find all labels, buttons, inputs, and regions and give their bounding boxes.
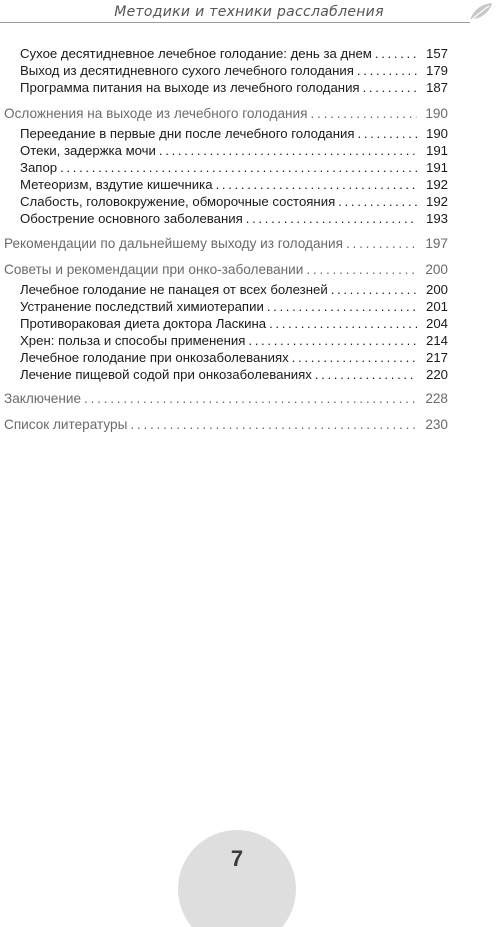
toc-entry-page: 193 — [425, 211, 448, 226]
toc-entry-page: 200 — [425, 282, 448, 297]
toc-leader-dots — [363, 80, 417, 95]
toc-entry-page: 191 — [425, 160, 448, 175]
toc-entry[interactable] — [20, 333, 448, 351]
toc-entry-title: Сухое десятидневное лечебное голодание: день за днем — [20, 46, 372, 61]
toc-section-entry[interactable] — [4, 262, 448, 280]
toc-leader-dots — [248, 333, 417, 348]
running-header — [0, 0, 498, 24]
leaf-icon — [468, 1, 494, 23]
toc-leader-dots — [292, 350, 417, 365]
toc-leader-dots — [358, 126, 417, 141]
toc-leader-dots — [375, 46, 417, 61]
toc-entry-title: Переедание в первые дни после лечебного голодания — [20, 126, 355, 141]
toc-entry-title: Выход из десятидневного сухого лечебного голодания — [20, 63, 354, 78]
toc-entry[interactable] — [20, 143, 448, 161]
toc-leader-dots — [310, 106, 417, 121]
toc-entry-title: Запор — [20, 160, 58, 175]
toc-leader-dots — [216, 177, 417, 192]
toc-leader-dots — [267, 299, 417, 314]
toc-leader-dots — [84, 391, 417, 406]
toc-entry-page: 217 — [425, 350, 448, 365]
toc-entry-page: 190 — [425, 126, 448, 141]
toc-leader-dots — [130, 417, 417, 432]
toc-entry-page: 214 — [425, 333, 448, 348]
toc-entry[interactable] — [20, 367, 448, 385]
toc-entry-title: Метеоризм, вздутие кишечника — [20, 177, 213, 192]
toc-section-title: Осложнения на выходе из лечебного голодания — [4, 106, 308, 121]
toc-entry-page: 192 — [425, 194, 448, 209]
toc-entry-title: Устранение последствий химиотерапии — [20, 299, 264, 314]
toc-entry-title: Противораковая диета доктора Ласкина — [20, 316, 267, 331]
toc-section-entry[interactable] — [4, 417, 448, 435]
toc-entry-page: 201 — [425, 299, 448, 314]
toc-entry-title: Лечебное голодание не панацея от всех болезней — [20, 282, 328, 297]
toc-leader-dots — [269, 316, 417, 331]
toc-entry[interactable] — [20, 177, 448, 195]
toc-entry-page: 220 — [425, 367, 448, 382]
toc-entry[interactable] — [20, 316, 448, 334]
toc-section-entry[interactable] — [4, 236, 448, 254]
toc-leader-dots — [331, 282, 417, 297]
toc-section-page: 228 — [425, 391, 448, 406]
toc-section-title: Советы и рекомендации при онко-заболевании — [4, 262, 304, 277]
toc-entry[interactable] — [20, 282, 448, 300]
toc-section-entry[interactable] — [4, 391, 448, 409]
toc-section-title: Список литературы — [4, 417, 128, 432]
toc-section-page: 190 — [425, 106, 448, 121]
page-number-badge — [178, 830, 296, 927]
toc-entry-page: 187 — [425, 80, 448, 95]
toc-entry-page: 157 — [425, 46, 448, 61]
toc-section-page: 230 — [425, 417, 448, 432]
toc-section-page: 200 — [425, 262, 448, 277]
toc-entry[interactable] — [20, 126, 448, 144]
toc-section-title: Рекомендации по дальнейшему выходу из голодания — [4, 236, 343, 251]
toc-entry-title: Программа питания на выходе из лечебного голодания — [20, 80, 360, 95]
toc-leader-dots — [159, 143, 417, 158]
toc-entry-page: 192 — [425, 177, 448, 192]
toc-section-title: Заключение — [4, 391, 82, 406]
toc-section-entry[interactable] — [4, 106, 448, 124]
toc-entry[interactable] — [20, 80, 448, 98]
toc-entry[interactable] — [20, 194, 448, 212]
toc-leader-dots — [306, 262, 417, 277]
toc-entry-title: Хрен: польза и способы применения — [20, 333, 246, 348]
toc-entry-title: Лечение пищевой содой при онкозаболеваниях — [20, 367, 312, 382]
toc-entry[interactable] — [20, 160, 448, 178]
toc-entry-title: Слабость, головокружение, обморочные состояния — [20, 194, 336, 209]
toc-leader-dots — [315, 367, 417, 382]
toc-entry[interactable] — [20, 350, 448, 368]
toc-entry-page: 191 — [425, 143, 448, 158]
page-number: 7 — [230, 846, 244, 871]
toc-entry-title: Отеки, задержка мочи — [20, 143, 156, 158]
toc-entry-title: Обострение основного заболевания — [20, 211, 243, 226]
toc-leader-dots — [357, 63, 417, 78]
running-header-title: Методики и техники расслабления — [114, 4, 384, 20]
toc-entry[interactable] — [20, 63, 448, 81]
toc-leader-dots — [338, 194, 417, 209]
toc-leader-dots — [346, 236, 417, 251]
toc-entry[interactable] — [20, 46, 448, 64]
header-divider — [0, 22, 470, 23]
toc-entry-title: Лечебное голодание при онкозаболеваниях — [20, 350, 289, 365]
toc-entry-page: 204 — [425, 316, 448, 331]
toc-entry[interactable] — [20, 211, 448, 229]
toc-section-page: 197 — [425, 236, 448, 251]
toc-leader-dots — [60, 160, 417, 175]
toc-leader-dots — [246, 211, 417, 226]
toc-entry-page: 179 — [425, 63, 448, 78]
toc-entry[interactable] — [20, 299, 448, 317]
